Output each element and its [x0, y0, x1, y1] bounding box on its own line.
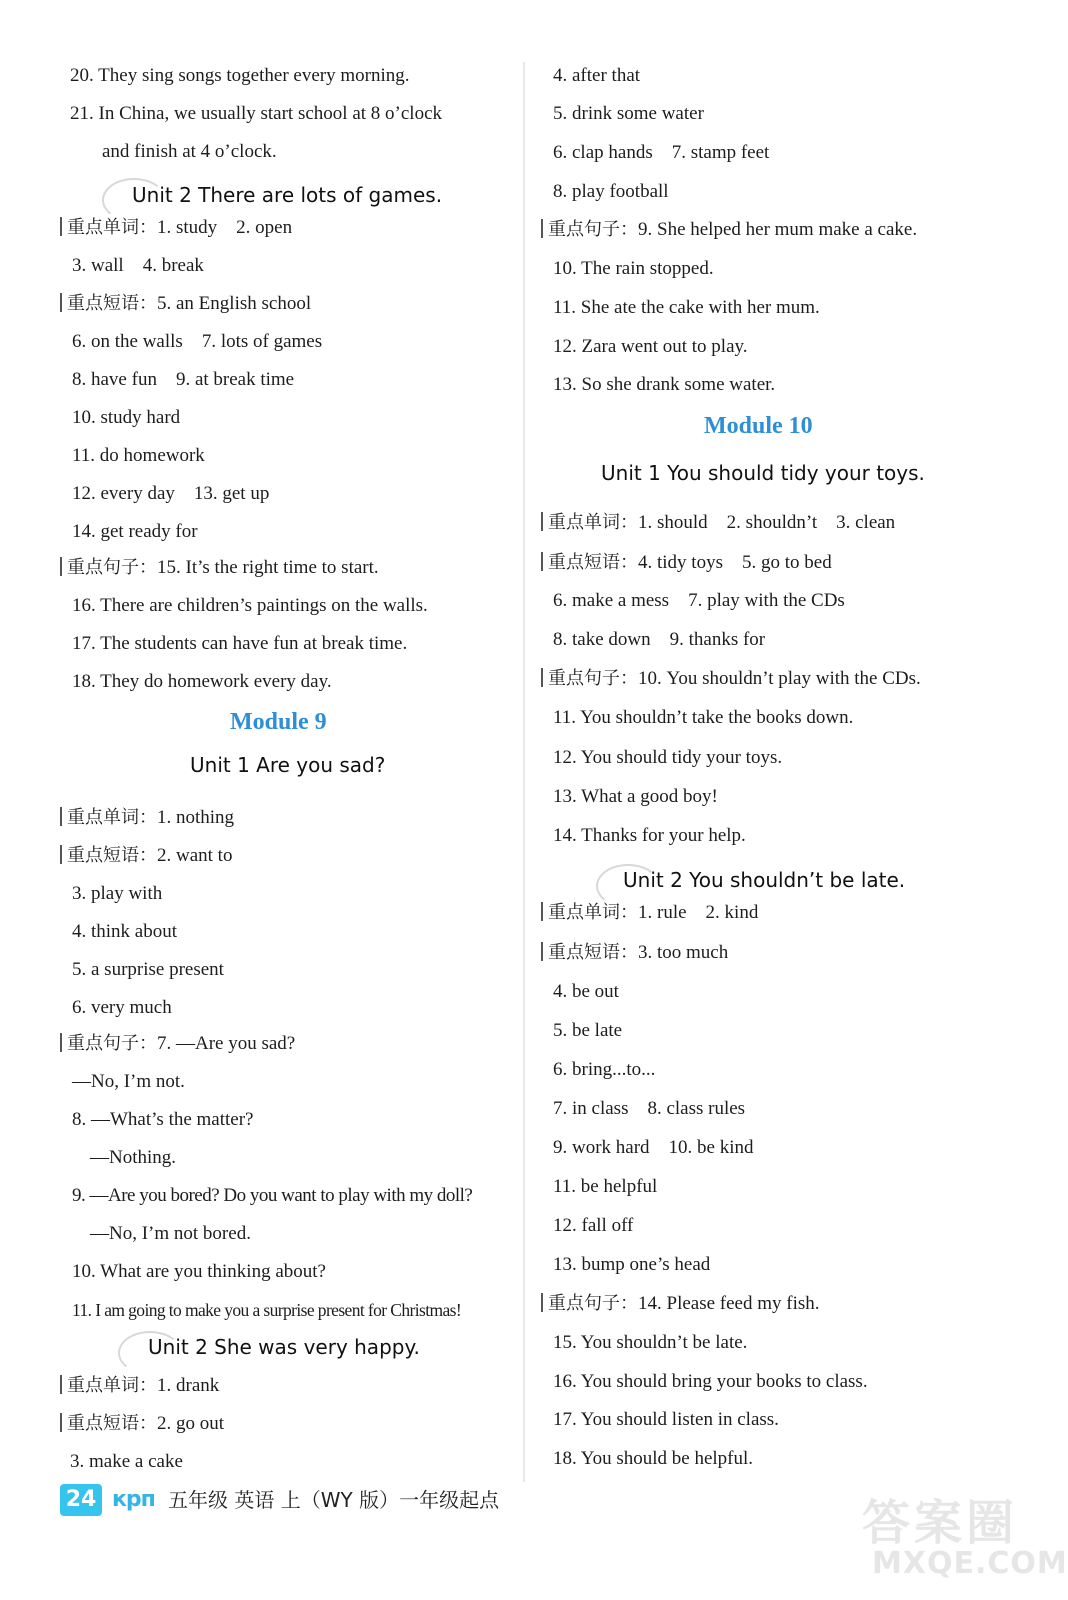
unit-title: Unit 2 There are lots of games. [132, 183, 443, 207]
answer-line: —No, I’m not. [72, 1071, 185, 1092]
answer-line: 6. on the walls 7. lots of games [72, 331, 323, 352]
answer-line: 11. She ate the cake with her mum. [553, 297, 820, 318]
answer-line: 5. be late [553, 1020, 623, 1041]
section-marker [541, 552, 543, 571]
book-title: 五年级 英语 上（WY 版）一年级起点 [168, 1488, 500, 1512]
watermark-text: 答案圈 [862, 1495, 1019, 1551]
section-marker [541, 219, 543, 238]
answer-line: 16. You should bring your books to class. [553, 1371, 868, 1392]
answer-line: 16. There are children’s paintings on the walls. [72, 595, 428, 616]
answer-line: 8. have fun 9. at break time [72, 369, 295, 390]
answer-line: 14. get ready for [72, 521, 198, 542]
section-marker [60, 217, 62, 236]
page-footer [60, 1484, 580, 1520]
section-marker [60, 1413, 62, 1432]
section-label: 重点短语： [67, 293, 157, 314]
answer-text: 1. nothing [157, 807, 235, 828]
page-number-badge: 24 [60, 1484, 102, 1516]
answer-line: 17. You should listen in class. [553, 1409, 779, 1430]
answer-line: 6. clap hands 7. stamp feet [553, 142, 770, 163]
key-sentences-row [60, 1031, 295, 1057]
key-phrases-row [541, 550, 832, 576]
answer-text: 1. should 2. shouldn’t 3. clean [638, 512, 896, 533]
answer-text: 9. She helped her mum make a cake. [638, 219, 918, 240]
answer-line: 4. be out [553, 981, 619, 1002]
section-label: 重点单词： [67, 217, 157, 238]
section-label: 重点单词： [67, 807, 157, 828]
section-label: 重点句子： [548, 668, 638, 689]
section-marker [60, 1033, 62, 1052]
answer-line: 12. every day 13. get up [72, 483, 270, 504]
module-heading: Module 10 [704, 413, 813, 439]
section-label: 重点单词： [548, 902, 638, 923]
brand-logo: крп [112, 1487, 155, 1512]
watermark-url: MXQE.COM [872, 1546, 1068, 1581]
answer-text: 2. want to [157, 845, 233, 866]
key-words-row [541, 900, 758, 926]
section-marker [541, 942, 543, 961]
key-phrases-row [60, 843, 232, 869]
answer-line: 8. take down 9. thanks for [553, 629, 766, 650]
answer-text: 10. You shouldn’t play with the CDs. [638, 668, 921, 689]
key-sentences-row [541, 666, 921, 692]
answer-line: 12. fall off [553, 1215, 634, 1236]
answer-text: 4. tidy toys 5. go to bed [638, 552, 832, 573]
unit-title: Unit 1 You should tidy your toys. [601, 461, 925, 485]
unit-title: Unit 2 She was very happy. [148, 1335, 420, 1359]
answer-line: 8. play football [553, 181, 669, 202]
key-words-row [541, 510, 895, 536]
section-label: 重点句子： [67, 1033, 157, 1054]
section-marker [60, 557, 62, 576]
answer-line: 9. work hard 10. be kind [553, 1137, 754, 1158]
answer-text: 1. rule 2. kind [638, 902, 759, 923]
answer-text: 5. an English school [157, 293, 312, 314]
answer-line: 11. be helpful [553, 1176, 658, 1197]
section-label: 重点短语： [548, 942, 638, 963]
answer-line: 4. think about [72, 921, 178, 942]
section-label: 重点短语： [548, 552, 638, 573]
answer-line: 13. What a good boy! [553, 786, 718, 807]
answer-line: 15. You shouldn’t be late. [553, 1332, 748, 1353]
section-label: 重点短语： [67, 845, 157, 866]
answer-text: 2. go out [157, 1413, 225, 1434]
answer-text: 15. It’s the right time to start. [157, 557, 379, 578]
answer-line: 6. very much [72, 997, 172, 1018]
answer-line: 11. You shouldn’t take the books down. [553, 707, 854, 728]
answer-line: 13. bump one’s head [553, 1254, 711, 1275]
answer-line: 18. You should be helpful. [553, 1448, 754, 1469]
unit-title: Unit 2 You shouldn’t be late. [623, 868, 906, 892]
answer-line: 14. Thanks for your help. [553, 825, 746, 846]
section-label: 重点句子： [67, 557, 157, 578]
unit-title: Unit 1 Are you sad? [190, 753, 386, 777]
answer-line: 11. do homework [72, 445, 205, 466]
section-label: 重点句子： [548, 1293, 638, 1314]
answer-line: 10. The rain stopped. [553, 258, 714, 279]
answer-text: 1. drank [157, 1375, 220, 1396]
key-sentences-row [60, 555, 379, 581]
section-marker [541, 902, 543, 921]
answer-line: 6. make a mess 7. play with the CDs [553, 590, 845, 611]
answer-text: 7. —Are you sad? [157, 1033, 296, 1054]
answer-line: 3. play with [72, 883, 163, 904]
answer-line: 20. They sing songs together every morning. [70, 65, 410, 86]
answer-line: 3. make a cake [70, 1451, 183, 1472]
answer-line: 7. in class 8. class rules [553, 1098, 746, 1119]
answer-line: —Nothing. [90, 1147, 177, 1168]
answer-line: 9. —Are you bored? Do you want to play with my doll? [72, 1185, 473, 1206]
section-marker [60, 1375, 62, 1394]
key-words-row [60, 215, 292, 241]
section-marker [541, 1293, 543, 1312]
answer-line: 21. In China, we usually start school at 8 o’clock [70, 103, 443, 124]
key-sentences-row [541, 1291, 820, 1317]
key-words-row [60, 1373, 219, 1399]
watermark-logo [822, 1484, 1068, 1594]
answer-line: —No, I’m not bored. [90, 1223, 251, 1244]
section-marker [541, 512, 543, 531]
answer-line: 4. after that [553, 65, 641, 86]
answer-line: 8. —What’s the matter? [72, 1109, 254, 1130]
key-words-row [60, 805, 234, 831]
answer-text: 3. too much [638, 942, 729, 963]
answer-text: 14. Please feed my fish. [638, 1293, 820, 1314]
answer-line: 6. bring...to... [553, 1059, 656, 1080]
section-marker [60, 293, 62, 312]
answer-line: 13. So she drank some water. [553, 374, 776, 395]
answer-line: 10. study hard [72, 407, 181, 428]
module-heading: Module 9 [230, 709, 327, 735]
section-marker [541, 668, 543, 687]
key-phrases-row [60, 291, 311, 317]
answer-line: 12. You should tidy your toys. [553, 747, 783, 768]
answer-line: 10. What are you thinking about? [72, 1261, 326, 1282]
section-marker [60, 845, 62, 864]
section-marker [60, 807, 62, 826]
section-label: 重点短语： [67, 1413, 157, 1434]
answer-line: 5. drink some water [553, 103, 704, 124]
answer-line: 12. Zara went out to play. [553, 336, 748, 357]
column-divider [523, 62, 525, 1482]
key-phrases-row [60, 1411, 224, 1437]
answer-line: 17. The students can have fun at break time. [72, 633, 408, 654]
section-label: 重点句子： [548, 219, 638, 240]
section-label: 重点单词： [67, 1375, 157, 1396]
section-label: 重点单词： [548, 512, 638, 533]
answer-line: 11. I am going to make you a surprise present for Christmas! [72, 1300, 462, 1320]
answer-line: 5. a surprise present [72, 959, 224, 980]
key-sentences-row [541, 217, 917, 243]
answer-line: 18. They do homework every day. [72, 671, 332, 692]
answer-line: and finish at 4 o’clock. [102, 141, 277, 162]
answer-text: 1. study 2. open [157, 217, 293, 238]
key-phrases-row [541, 940, 728, 966]
answer-line: 3. wall 4. break [72, 255, 204, 276]
